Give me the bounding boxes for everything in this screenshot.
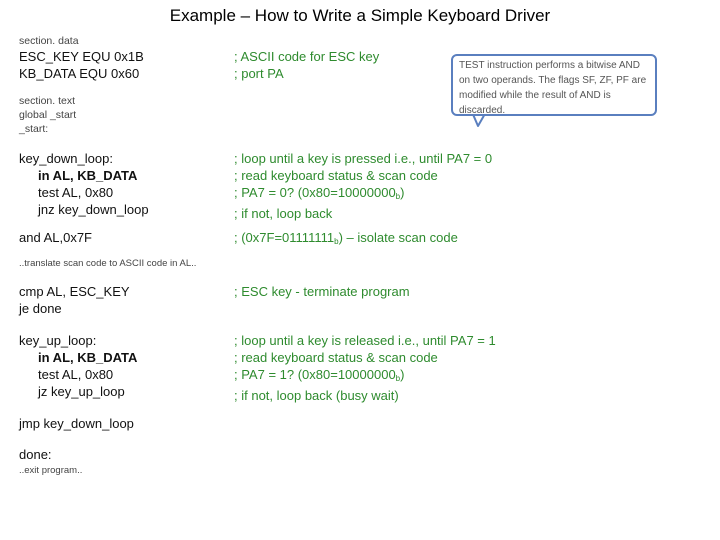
key-down-loop-block <box>19 150 149 218</box>
exit-note: ..exit program.. <box>19 465 83 476</box>
esc-terminate-comment: ; ESC key - terminate program <box>234 284 410 299</box>
up-comment-2: ; read keyboard status & scan code <box>234 350 438 365</box>
test-instruction-callout: TEST instruction performs a bitwise AND on two operands. The flags SF, ZF, PF are modified while the result of AND is discarded. <box>451 54 657 116</box>
key-down-comments <box>234 150 492 222</box>
cmp-instruction: cmp AL, ESC_KEY <box>19 284 130 299</box>
kb-data-equ: KB_DATA EQU 0x60 <box>19 66 140 81</box>
global-start-directive: global _start <box>19 109 77 121</box>
and-comment: ; $(0x7F=01111111_b)$ – isolate scan code <box>234 230 458 246</box>
key-up-loop-block <box>19 332 137 400</box>
down-comment-3: ; PA7 = 0? $(0x80=10000000_b)$ <box>234 185 405 201</box>
up-test-instruction: test AL, 0x80 <box>38 367 114 382</box>
translate-note: ..translate scan code to ASCII code in AL.. <box>19 258 197 269</box>
jmp-instruction: jmp key_down_loop <box>19 416 134 431</box>
start-label: _start: <box>19 123 49 135</box>
up-jz-instruction: jz key_up_loop <box>38 384 125 399</box>
key-up-loop-label: key_up_loop: <box>19 333 97 348</box>
up-comment-1: ; loop until a key is released i.e., until PA7 = 1 <box>234 333 496 348</box>
key-up-comments <box>234 332 496 404</box>
section-data-directive: section. data <box>19 35 79 47</box>
down-comment-4: ; if not, loop back <box>234 206 333 221</box>
down-comment-2: ; read keyboard status & scan code <box>234 168 438 183</box>
down-comment-1: ; loop until a key is pressed i.e., until PA7 = 0 <box>234 151 493 166</box>
done-label: done: <box>19 447 52 462</box>
up-comment-4: ; if not, loop back (busy wait) <box>234 388 399 403</box>
down-test-instruction: test AL, 0x80 <box>38 185 114 200</box>
key-down-loop-label: key_down_loop: <box>19 151 113 166</box>
up-comment-3: ; PA7 = 1? $(0x80=10000000_b)$ <box>234 367 405 383</box>
and-instruction: and AL,0x7F <box>19 230 92 245</box>
kb-data-comment: ; port PA <box>234 66 284 81</box>
down-in-instruction: in AL, KB_DATA <box>38 168 138 183</box>
slide-title: Example – How to Write a Simple Keyboard Driver <box>169 6 551 25</box>
esc-key-equ: ESC_KEY EQU 0x1B <box>19 49 144 64</box>
esc-key-comment: ; ASCII code for ESC key <box>234 49 380 64</box>
up-in-instruction: in AL, KB_DATA <box>38 350 138 365</box>
down-jnz-instruction: jnz key_down_loop <box>38 202 149 217</box>
section-text-directive: section. text <box>19 95 76 107</box>
je-instruction: je done <box>19 301 62 316</box>
